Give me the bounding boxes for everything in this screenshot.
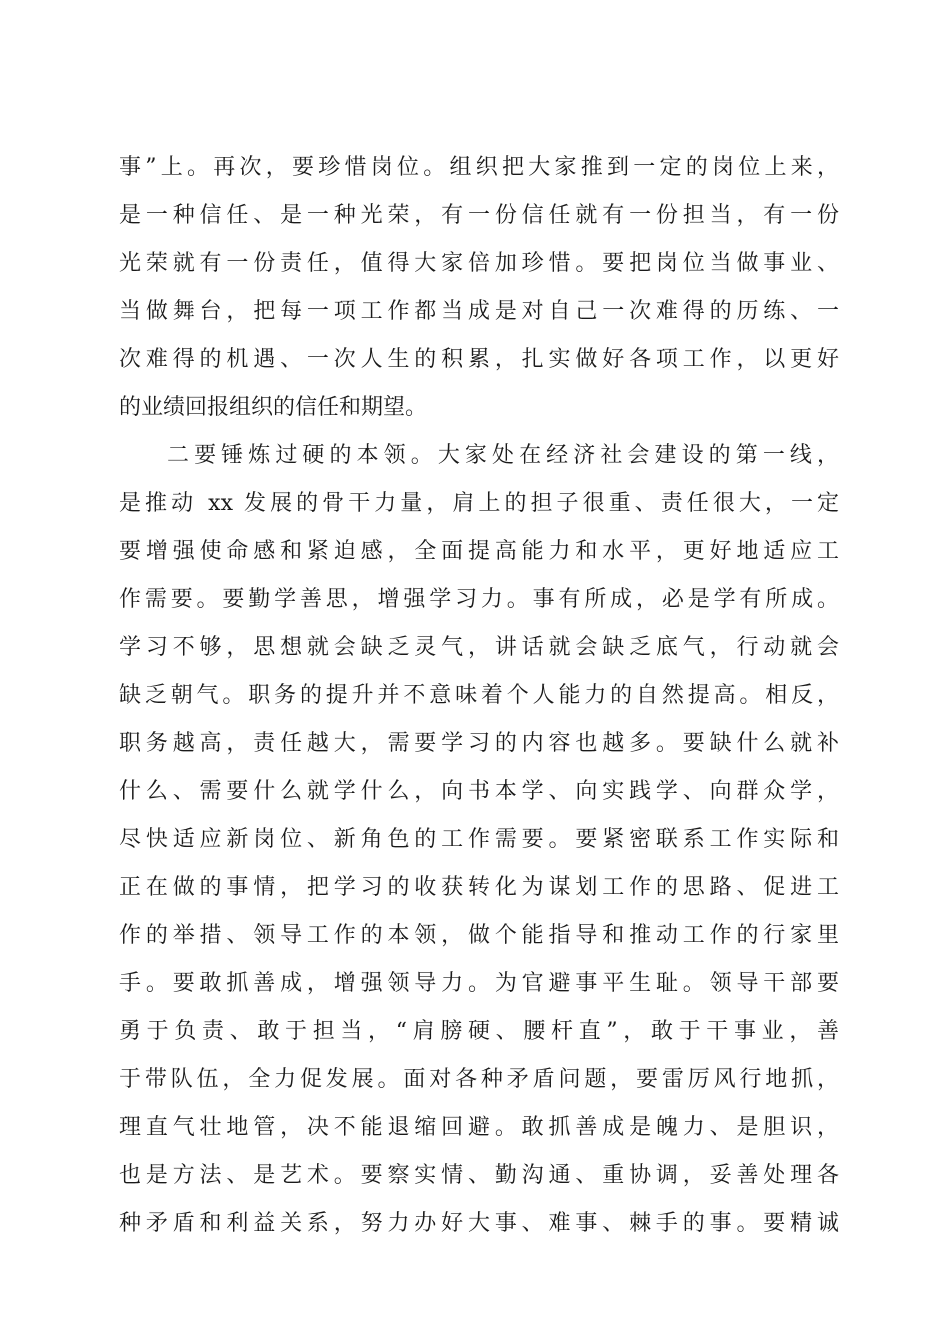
- text-line: 光荣就有一份责任，值得大家倍加珍惜。要把岗位当做事业、: [119, 251, 839, 276]
- text-line: 是一种信任、是一种光荣，有一份信任就有一份担当，有一份: [119, 203, 839, 228]
- paragraph-start-line: 二要锤炼过硬的本领。大家处在经济社会建设的第一线，: [167, 443, 839, 468]
- text-line: 正在做的事情，把学习的收获转化为谋划工作的思路、促进工: [119, 875, 839, 900]
- text-line: 要增强使命感和紧迫感，全面提高能力和水平，更好地适应工: [119, 539, 839, 564]
- text-line: 也是方法、是艺术。要察实情、勤沟通、重协调，妥善处理各: [119, 1163, 839, 1188]
- text-line: 事”上。再次，要珍惜岗位。组织把大家推到一定的岗位上来，: [119, 155, 839, 180]
- text-line: 勇于负责、敢于担当，“肩膀硬、腰杆直”，敢于干事业，善: [119, 1019, 839, 1044]
- text-line: 作需要。要勤学善思，增强学习力。事有所成，必是学有所成。: [119, 587, 839, 612]
- text-line: 尽快适应新岗位、新角色的工作需要。要紧密联系工作实际和: [119, 827, 839, 852]
- text-line: 手。要敢抓善成，增强领导力。为官避事平生耻。领导干部要: [119, 971, 839, 996]
- text-line: 的业绩回报组织的信任和期望。: [119, 395, 428, 420]
- text-line: 次难得的机遇、一次人生的积累，扎实做好各项工作，以更好: [119, 347, 839, 372]
- text-line: 学习不够，思想就会缺乏灵气，讲话就会缺乏底气，行动就会: [119, 635, 839, 660]
- text-line: 当做舞台，把每一项工作都当成是对自己一次难得的历练、一: [119, 299, 839, 324]
- text-line: 缺乏朝气。职务的提升并不意味着个人能力的自然提高。相反，: [119, 683, 839, 708]
- text-line: 是推动 xx 发展的骨干力量，肩上的担子很重、责任很大，一定: [119, 491, 839, 516]
- document-body: [119, 144, 839, 1248]
- text-line: 理直气壮地管，决不能退缩回避。敢抓善成是魄力、是胆识，: [119, 1115, 839, 1140]
- text-line: 作的举措、领导工作的本领，做个能指导和推动工作的行家里: [119, 923, 839, 948]
- text-line: 于带队伍，全力促发展。面对各种矛盾问题，要雷厉风行地抓，: [119, 1067, 839, 1092]
- text-line: 种矛盾和利益关系，努力办好大事、难事、棘手的事。要精诚: [119, 1211, 839, 1236]
- text-line: 什么、需要什么就学什么，向书本学、向实践学、向群众学，: [119, 779, 839, 804]
- text-line: 职务越高，责任越大，需要学习的内容也越多。要缺什么就补: [119, 731, 839, 756]
